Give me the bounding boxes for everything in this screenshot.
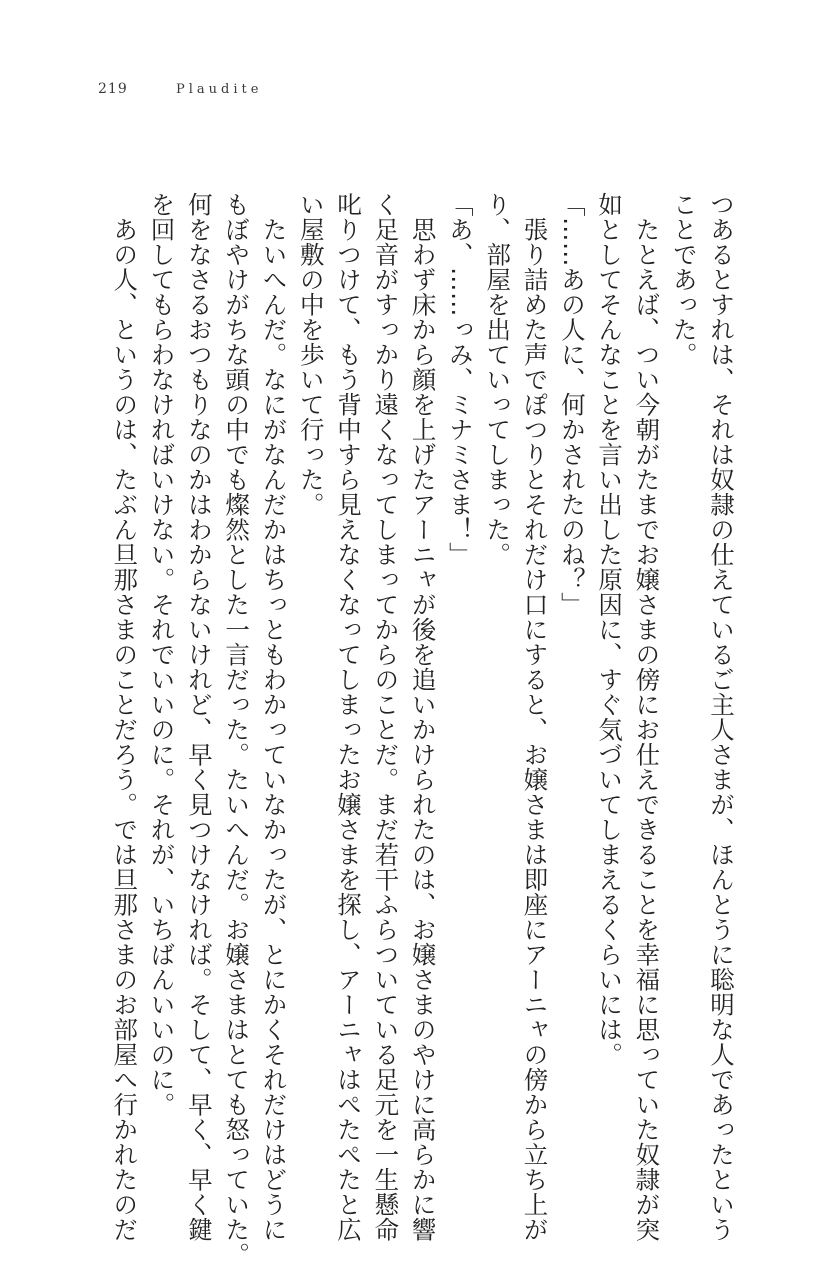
text-line: あの人、というのは、たぶん旦那さまのことだろう。では旦那さまのお部屋へ行かれたのだ [110,192,140,1242]
running-title: Plaudite [176,81,263,97]
page-header [98,79,262,99]
text-line: 「……あの人に、何かされたのね？」 [557,192,587,617]
text-line: もぼやけがちな頭の中でも燦然とした一言だった。たいへんだ。お嬢さまはとても怒っていた。 [222,192,252,1267]
text-line: つあるとすれは、それは奴隷の仕えているご主人さまが、ほんとうに聡明な人であったという [707,192,736,1242]
text-line: 張り詰めた声でぽつりとそれだけ口にすると、お嬢さまは即座にアーニャの傍から立ち上が [520,192,550,1242]
text-line: 何をなさるおつもりなのかはわからないけれど、早く見つけなければ。そして、早く、早く鍵 [184,192,214,1242]
text-line: たとえば、つい今朝がたまでお嬢さまの傍にお仕えできることを幸福に思っていた奴隷が突 [632,192,662,1242]
text-line: 思わず床から顔を上げたアーニャが後を追いかけられたのは、お嬢さまのやけに高らかに響 [408,192,438,1242]
body-text [100,192,740,1267]
text-line: 如としてそんなことを言い出した原因に、すぐ気づいてしまえるくらいには。 [595,192,625,1067]
text-line: 叱りつけて、もう背中すら見えなくなってしまったお嬢さまを探し、アーニャはぺたぺたと広 [334,192,364,1242]
text-line: り、部屋を出ていってしまった。 [483,192,513,567]
text-line: 「あ、……っみ、ミナミさま！」 [445,192,475,567]
text-line: を回してもらわなければいけない。それでいいのに。それが、いちばんいいのに。 [147,192,177,1117]
text-line: たいへんだ。なにがなんだかはちっともわかっていなかったが、とにかくそれだけはどうに [259,192,289,1242]
page-number: 219 [98,81,128,97]
text-line: く足音がすっかり遠くなってしまってからのことだ。まだ若干ふらついている足元を一生懸命 [371,192,401,1242]
text-line: い屋敷の中を歩いて行った。 [296,192,326,517]
text-line: ことであった。 [669,192,699,367]
